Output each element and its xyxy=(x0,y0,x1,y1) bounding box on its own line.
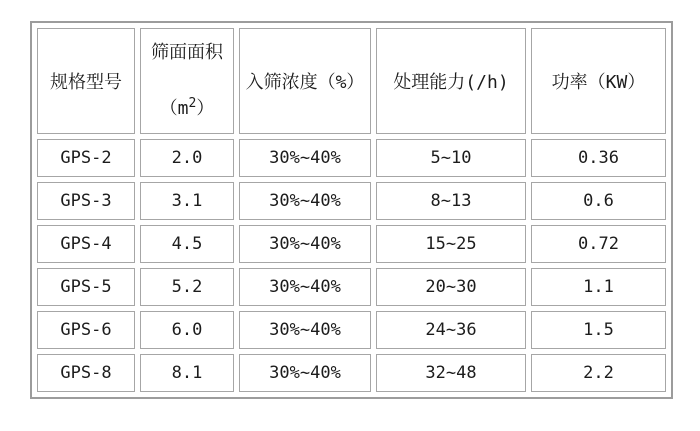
cell-model: GPS-6 xyxy=(37,311,135,349)
header-cell-capacity: 处理能力(/h) xyxy=(376,28,526,134)
table-row xyxy=(37,268,666,306)
cell-power: 0.72 xyxy=(531,225,666,263)
cell-model: GPS-3 xyxy=(37,182,135,220)
cell-area: 2.0 xyxy=(140,139,234,177)
table-row xyxy=(37,311,666,349)
table-row xyxy=(37,354,666,392)
header-area-lines xyxy=(141,29,233,133)
area-unit-open: （m xyxy=(159,98,189,119)
header-area-name: 筛面面积 xyxy=(151,42,223,63)
cell-area: 8.1 xyxy=(140,354,234,392)
cell-concentration: 30%~40% xyxy=(239,354,371,392)
table-row xyxy=(37,139,666,177)
cell-concentration: 30%~40% xyxy=(239,268,371,306)
cell-concentration: 30%~40% xyxy=(239,139,371,177)
cell-model: GPS-2 xyxy=(37,139,135,177)
header-cell-power: 功率（KW） xyxy=(531,28,666,134)
cell-power: 2.2 xyxy=(531,354,666,392)
cell-capacity: 5~10 xyxy=(376,139,526,177)
area-unit-superscript: 2 xyxy=(188,96,197,111)
cell-power: 1.5 xyxy=(531,311,666,349)
area-unit-close: ） xyxy=(196,98,215,119)
cell-power: 1.1 xyxy=(531,268,666,306)
cell-model: GPS-5 xyxy=(37,268,135,306)
table-row xyxy=(37,182,666,220)
cell-capacity: 32~48 xyxy=(376,354,526,392)
header-area-unit xyxy=(160,94,215,120)
cell-concentration: 30%~40% xyxy=(239,311,371,349)
cell-area: 5.2 xyxy=(140,268,234,306)
cell-power: 0.36 xyxy=(531,139,666,177)
cell-capacity: 20~30 xyxy=(376,268,526,306)
cell-model: GPS-4 xyxy=(37,225,135,263)
cell-area: 4.5 xyxy=(140,225,234,263)
cell-capacity: 15~25 xyxy=(376,225,526,263)
header-cell-concentration: 入筛浓度（%） xyxy=(239,28,371,134)
cell-concentration: 30%~40% xyxy=(239,182,371,220)
product-spec-table xyxy=(30,21,673,399)
header-row xyxy=(37,28,666,134)
header-cell-area xyxy=(140,28,234,134)
cell-area: 3.1 xyxy=(140,182,234,220)
cell-power: 0.6 xyxy=(531,182,666,220)
cell-capacity: 8~13 xyxy=(376,182,526,220)
cell-concentration: 30%~40% xyxy=(239,225,371,263)
table-row xyxy=(37,225,666,263)
cell-model: GPS-8 xyxy=(37,354,135,392)
cell-capacity: 24~36 xyxy=(376,311,526,349)
header-cell-model: 规格型号 xyxy=(37,28,135,134)
cell-area: 6.0 xyxy=(140,311,234,349)
